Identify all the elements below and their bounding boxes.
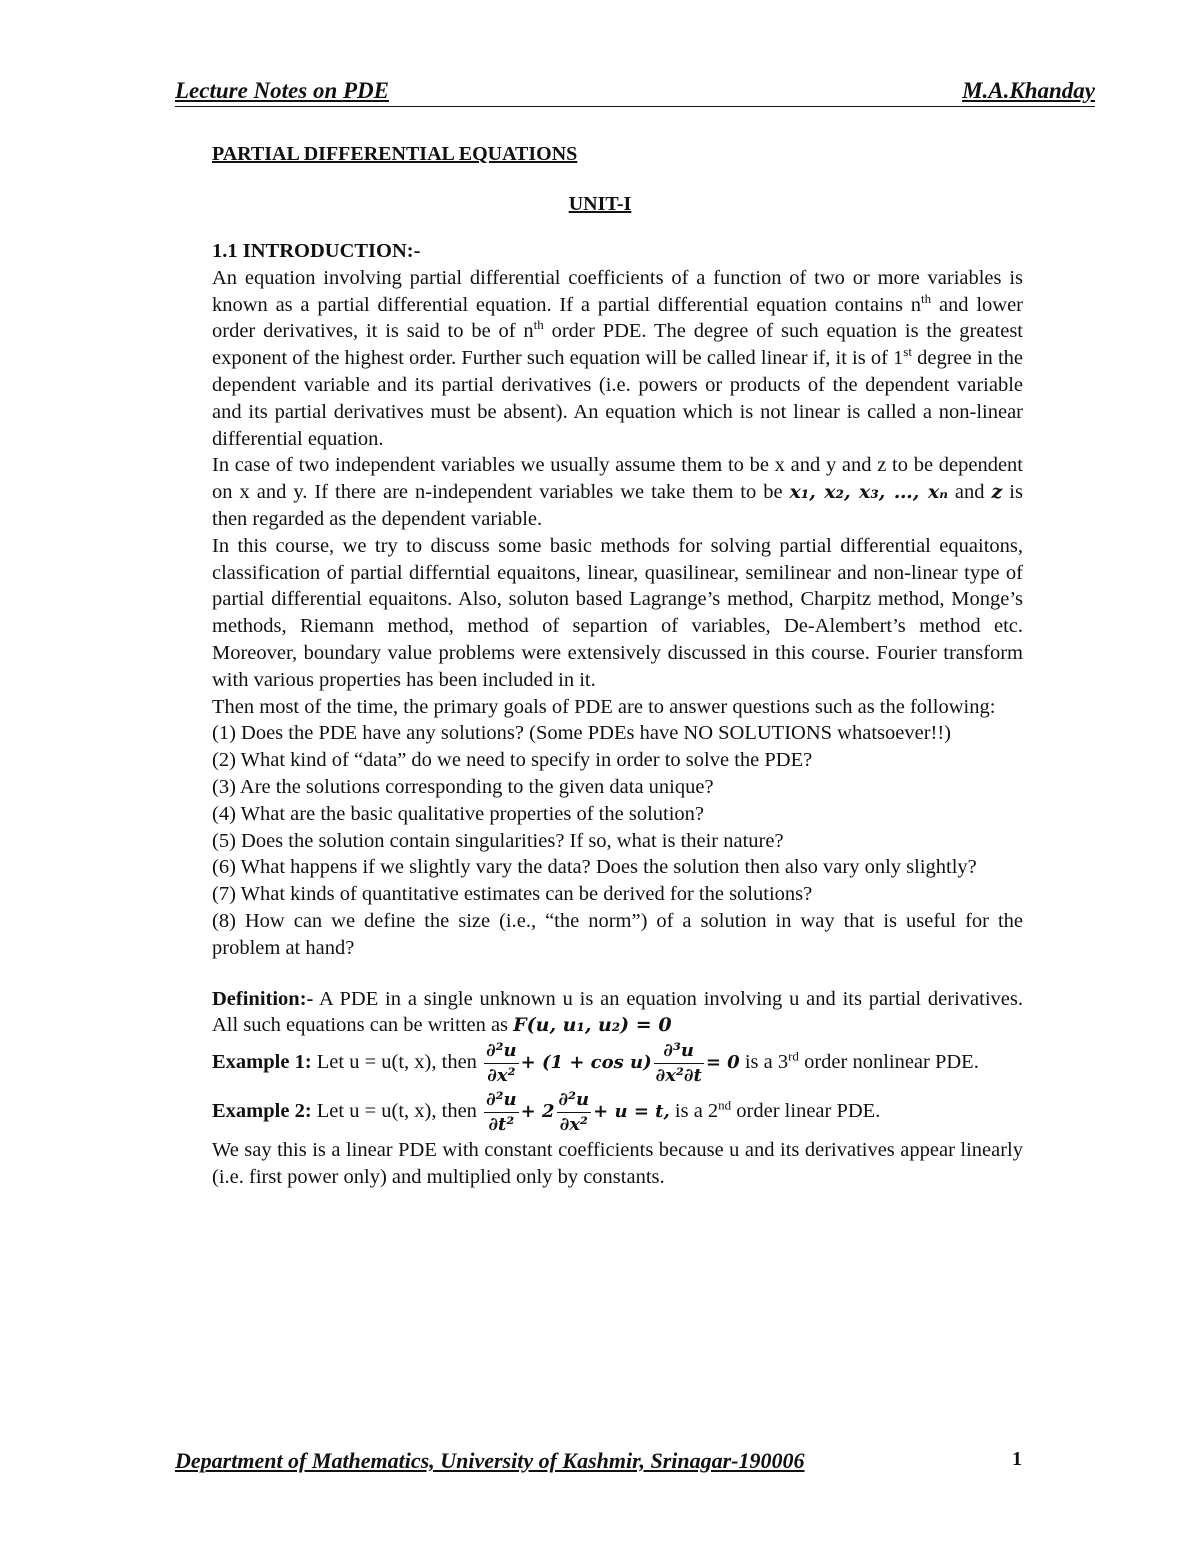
example-1-lead: Let u = u(t, x), then xyxy=(311,1051,483,1074)
fraction-denominator: ∂x²∂t xyxy=(655,1065,702,1087)
question-item: (3) Are the solutions corresponding to the given data unique? xyxy=(212,775,714,798)
fraction-numerator: ∂³u xyxy=(654,1039,704,1064)
question-item: (1) Does the PDE have any solutions? (Some PDEs have NO SOLUTIONS whatsoever!!) xyxy=(212,722,952,745)
paragraph-goals: Then most of the time, the primary goals of PDE are to answer questions such as the following: xyxy=(212,695,996,718)
para1-text-d: degree in the dependent variable and its partial derivatives (i.e. powers or products of the dependent variable and its partial derivatives must be absent). An equation which is not linear is called a non-linear differential equation. xyxy=(212,347,1023,450)
example-1-middle-term: + (1 + cos u) xyxy=(520,1052,652,1074)
para2-text-b: and xyxy=(947,481,992,504)
paragraph-linear-pde: We say this is a linear PDE with constant coefficients because u and its derivatives appear linearly (i.e. first power only) and multiplied only by constants. xyxy=(212,1139,1023,1188)
example-2-label: Example 2: xyxy=(212,1100,312,1123)
page-footer: Department of Mathematics, University of Kashmir, Srinagar-190006 xyxy=(175,1448,805,1473)
section-heading: 1.1 INTRODUCTION:- xyxy=(212,240,421,262)
question-item: (5) Does the solution contain singularities? If so, what is their nature? xyxy=(212,829,784,852)
para1-text-c: order PDE. The degree of such equation is the greatest exponent of the highest order. Further such equation will be called linear if, it is of 1 xyxy=(212,320,1023,370)
unit-heading: UNIT-I xyxy=(568,193,632,215)
fraction-numerator: ∂²u xyxy=(484,1039,519,1064)
superscript: nd xyxy=(718,1097,732,1113)
example-1-tail-end: order nonlinear PDE. xyxy=(798,1051,979,1074)
fraction-numerator: ∂²u xyxy=(484,1088,519,1113)
definition-paragraph xyxy=(212,986,1023,1040)
fraction xyxy=(484,1088,519,1137)
para1-text-a: An equation involving partial differential coefficients of a function of two or more variables is known as a partial differential equation. If a partial differential equation contains n xyxy=(212,266,1023,316)
example-2-rhs: + u = t, xyxy=(593,1101,670,1123)
question-item: (7) What kinds of quantitative estimates can be derived for the solutions? xyxy=(212,883,813,906)
para2-text-a: In case of two independent variables we usually assume them to be x and y and z to be dependent on x and y. If there are n-independent variables we take them to be xyxy=(212,454,1023,504)
paragraph-introduction xyxy=(212,265,1023,453)
paragraph-course-scope: In this course, we try to discuss some basic methods for solving partial differential equaitons, classification of partial differntial equaitons, linear, quasilinear, semilinear and non-linear type of partial differential equaitons. Also, soluton based Lagrange’s method, Charpitz method, Monge’s methods, Riemann method, method of separtion of variables, De-Alembert’s method etc. Moreover, boundary value problems were extensively discussed in this course. Fourier transform with various properties has been included in it. xyxy=(212,534,1023,691)
fraction xyxy=(654,1039,704,1088)
document-title: PARTIAL DIFFERENTIAL EQUATIONS xyxy=(212,143,578,165)
example-1-label: Example 1: xyxy=(212,1051,312,1074)
superscript: rd xyxy=(788,1048,799,1064)
example-1-rhs: = 0 xyxy=(705,1052,740,1074)
question-item: (8) How can we define the size (i.e., “the norm”) of a solution in way that is useful for the problem at hand? xyxy=(212,909,1023,959)
variables-formula: x₁, x₂, x₃, …, xₙ xyxy=(789,481,948,504)
fraction-numerator: ∂²u xyxy=(557,1088,592,1113)
fraction-denominator: ∂x² xyxy=(487,1065,516,1087)
example-2-tail-end: order linear PDE. xyxy=(731,1100,881,1123)
example-2-tail: is a 2 xyxy=(669,1100,719,1123)
definition-text: A PDE in a single unknown u is an equation involving u and its partial derivatives. All such equations can be written as xyxy=(212,987,1023,1037)
fraction xyxy=(484,1039,519,1088)
example-2 xyxy=(212,1088,1023,1137)
example-1 xyxy=(212,1039,1023,1088)
question-item: (6) What happens if we slightly vary the data? Does the solution then also vary only slightly? xyxy=(212,856,977,879)
para2-text-c: is then regarded as the dependent variable. xyxy=(212,481,1023,530)
para1-text-b: and lower order derivatives, it is said to be of n xyxy=(212,293,1024,343)
page-number: 1 xyxy=(1012,1448,1022,1470)
example-2-middle-term: + 2 xyxy=(520,1101,555,1123)
header-left-title: Lecture Notes on PDE xyxy=(175,78,390,103)
dependent-variable: z xyxy=(991,481,1003,504)
definition-label: Definition:- xyxy=(212,987,314,1010)
document-body xyxy=(212,238,1023,1191)
example-1-tail: is a 3 xyxy=(739,1051,789,1074)
superscript: st xyxy=(903,344,912,360)
fraction-denominator: ∂t² xyxy=(488,1114,515,1136)
fraction xyxy=(557,1088,592,1137)
header-author: M.A.Khanday xyxy=(962,78,1095,103)
fraction-denominator: ∂x² xyxy=(559,1114,588,1136)
example-2-lead: Let u = u(t, x), then xyxy=(311,1100,483,1123)
superscript: th xyxy=(533,317,544,333)
page-header xyxy=(175,76,1095,107)
definition-formula: F(u, u₁, u₂) = 0 xyxy=(513,1014,672,1037)
superscript: th xyxy=(921,290,932,306)
paragraph-variables xyxy=(212,452,1023,532)
question-item: (2) What kind of “data” do we need to specify in order to solve the PDE? xyxy=(212,749,813,772)
question-item: (4) What are the basic qualitative properties of the solution? xyxy=(212,802,705,825)
